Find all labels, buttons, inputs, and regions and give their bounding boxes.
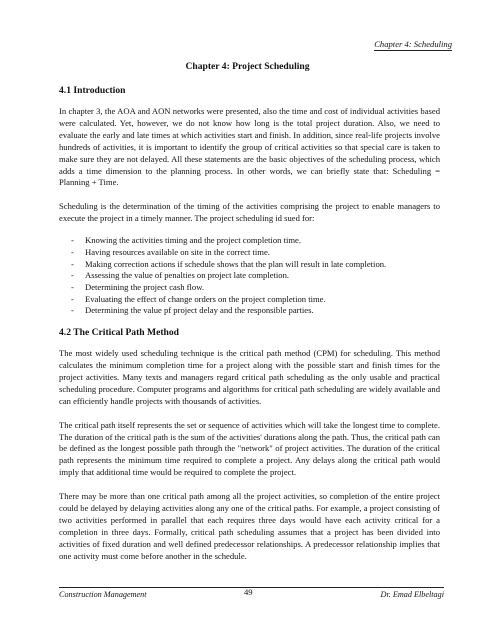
chapter-title: Chapter 4: Project Scheduling <box>185 61 310 72</box>
list-item: - Making correction actions if schedule shows that the plan will result in late completion. <box>71 259 440 271</box>
paragraph: The critical path itself represents the set or sequence of activities which will take the longest time to complete. The duration of the critical path is the sum of the activities' durations along the path. Thus, the critical path can be defined as the longest possible path through the "network" of project activities. The duration of the critical path represents the minimum time required to complete a project. Any delays along the critical path would imply that additional time would be required to complete the project. <box>59 419 440 478</box>
running-head: Chapter 4: Scheduling <box>374 39 452 49</box>
list-item: - Assessing the value of penalties on project late completion. <box>71 270 440 282</box>
paragraph: In chapter 3, the AOA and AON networks were presented, also the time and cost of individual activities based were calculated. Yet, however, we do not know how long is the total project duration. Also, we need to evaluate the early and late times at which activities start and finish. In addition, since real-life projects involve hundreds of activities, it is important to identify the group of critical activities so that special care is taken to make sure they are not delayed. All these statements are the basic objectives of the scheduling process, which adds a time dimension to the planning process. In other words, we can briefly state that: Scheduling = Planning + Time. <box>59 106 440 188</box>
list-item: - Determining the project cash flow. <box>71 282 440 294</box>
section-heading-introduction: 4.1 Introduction <box>59 85 126 96</box>
page-content <box>59 85 440 575</box>
page-footer <box>59 587 444 599</box>
list-item: - Determining the value pf project delay and the responsible parties. <box>71 305 440 317</box>
footer-course: Construction Management <box>59 590 147 599</box>
paragraph: Scheduling is the determination of the timing of the activities comprising the project to enable managers to execute the project in a timely manner. The project scheduling id sued for: <box>59 201 440 224</box>
list-item: - Evaluating the effect of change orders on the project completion time. <box>71 294 440 306</box>
section-heading-critical-path: 4.2 The Critical Path Method <box>59 327 180 339</box>
footer-author: Dr. Emad Elbeltagi <box>380 590 444 599</box>
list-item: - Having resources available on site in the correct time. <box>71 247 440 259</box>
list-item: - Knowing the activities timing and the project completion time. <box>71 235 440 247</box>
page-number: 49 <box>244 587 253 597</box>
paragraph: There may be more than one critical path among all the project activities, so completion of the entire project could be delayed by delaying activities along any one of the critical paths. For example, a project consisting of two activities performed in parallel that each requires three days would have each activity critical for a completion in three days. Formally, critical path scheduling assumes that a project has been divided into activities of fixed duration and well defined predecessor relationships. A predecessor relationship implies that one activity must come before another in the schedule. <box>59 491 440 561</box>
scheduling-uses-list <box>59 235 440 317</box>
paragraph: The most widely used scheduling technique is the critical path method (CPM) for scheduling. This method calculates the minimum completion time for a project along with the possible start and finish times for the project activities. Many texts and managers regard critical path scheduling as the only usable and practical scheduling procedure. Computer programs and algorithms for critical path scheduling are widely available and can efficiently handle projects with thousands of activities. <box>59 348 440 406</box>
